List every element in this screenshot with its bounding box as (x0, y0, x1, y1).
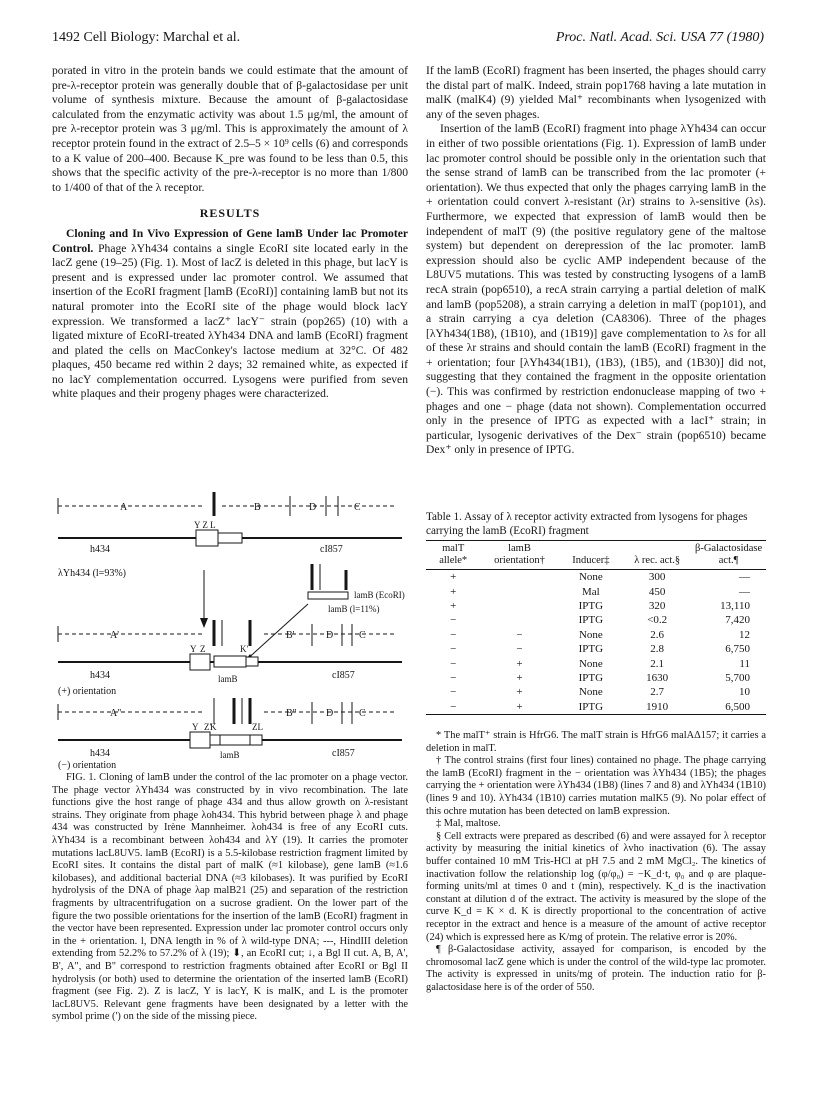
table-cell: 300 (648, 571, 666, 584)
table-body (426, 570, 766, 715)
table-cell: − (450, 614, 457, 627)
fragment-a1-label: A' (110, 630, 120, 641)
k-prime-label: K' (240, 644, 249, 654)
table-cell: None (578, 628, 603, 641)
table-cell: IPTG (578, 599, 604, 612)
table-caption (426, 510, 766, 538)
table-cell: 2.1 (650, 657, 665, 670)
table-cell: − (450, 628, 457, 641)
z-prime-label: Z' (204, 722, 212, 732)
table-row (426, 628, 766, 642)
table-row (426, 613, 766, 627)
paragraph-intro: porated in vitro in the protein bands we could estimate that the amount of pre-λ-receptor protein was generally double that of β-galactosidase per unit volume of synthesis mixture. Because the amount of β-galactosidase calculated from the enzymatic activity was about 1.5 μg/ml, the amount of pre λ-receptor protein was 3 μg/ml. This is approximately the amount of λ receptor protein found in the extract of 2.5–5 × 10⁹ cells (6) and corresponds to a K value of 200–400. Because K_pre was found to be less than 0.5, this shows that the specific activity of the pre-λ-receptor is no more than 1/800 to 1/400 of that of the λ receptor. (52, 64, 408, 194)
table-cell: — (739, 571, 750, 584)
table-cell: − (450, 671, 457, 684)
table-cell: + (516, 671, 523, 684)
table-cell: IPTG (578, 614, 604, 627)
table-cell: 2.6 (650, 628, 665, 641)
table-cell (480, 613, 558, 627)
table-cell (480, 584, 558, 598)
table-row (426, 584, 766, 598)
table-cell: — (739, 585, 750, 598)
table-cell: 2.8 (650, 643, 665, 656)
table-cell: − (450, 686, 457, 699)
ci857-label: cI857 (320, 544, 343, 555)
fragment-b1-label: B' (286, 630, 295, 641)
h434-label-3: h434 (90, 748, 110, 759)
footnote-5: ¶ β-Galactosidase activity, assayed for comparison, is encoded by the chromosomal lacZ gene which is under the control of the wild-type lac promoter. The activity is expressed in units/mg of protein. The induction ratio for β-galactosidase here is of the order of 550. (426, 944, 766, 993)
footnote-4: § Cell extracts were prepared as described (6) and were assayed for λ receptor activity by measuring the initial kinetics of λvho inactivation (6). The assay buffer contained 10 mM Tris-HCl at pH 7.5 and 2 mM MgCl₂. The kinetics of inactivation follow the relationship log (φ/φ₀) = −K_d·t, φ₀ and φ are plaque-forming units/ml at times 0 and t (min), respectively. K_d is the inactivation constant at dilution d of the extract. The activity is measured by the slope of the curve K_d = K × d. K is directly proportional to the concentration of active receptor in the extract and hence is a measure of the amount of active receptor (24) which is expressed here as K/mg of protein. The relative error is 20%. (426, 830, 766, 943)
fragment-b-label: B (254, 502, 261, 513)
table-cell: None (578, 571, 603, 584)
footnote-3: ‡ Mal, maltose. (436, 818, 501, 830)
col-header-malt: malT allele* (439, 543, 468, 566)
y-label-2: Y (192, 722, 199, 732)
table-cell: + (450, 585, 457, 598)
z-label: Z (200, 644, 206, 654)
table-cell: 320 (648, 599, 666, 612)
table-cell: − (516, 643, 523, 656)
yzl-label: Y Z L (194, 520, 216, 530)
table-row (426, 599, 766, 613)
table-cell: − (450, 657, 457, 670)
table-cell: IPTG (578, 671, 604, 684)
table-cell: + (450, 571, 457, 584)
table-row (426, 685, 766, 699)
figure-caption-label: FIG. 1. (66, 772, 97, 783)
figure-caption-text: Cloning of lamB under the control of the lac promoter on a phage vector. The phage vector λYh434 was constructed by in vivo recombination. The late functions give the host range of phage 434 and thus allow growth on λ-resistant strains. They originate from phage λoh434. This hybrid between phage λ and phage 434 was constructed by Irène Mannheimer. λoh434 is free of any EcoRI cuts. λYh434 is a recombinant between λoh434 and λY (19). It carries the promoter mutations lacL8UV5. lamB (EcoRI) is a 5.5-kilobase restriction fragment limited by EcoRI sites. It contains the distal part of malK (≈1 kilobase), gene lamB (≈1.6 kilobases), and additional bacterial DNA (≈3 kilobases). It was purified by EcoRI hydrolysis of the DNA of phage λap malB21 (25) and separation of the restriction fragments by ultracentrifugation on a sucrose gradient. On the lower part of the figure the two possible orientations for the insertion of the lamB (EcoRI) fragment in the vector have been represented. Expression under lac promoter control occurs only in the + orientation. l, DNA length in % of λ wild-type DNA; ---, HindIII deletion extending from 52.2% to 57.2% of λ (19); ⬇, an EcoRI cut; ↓, a Bgl II cut. A, B, A', B', A", and B" correspond to restriction fragments obtained after EcoRI or Bgl II hydrolysis (or both) used to determine the orientation of the inserted lamB (EcoRI) fragment (see Fig. 2). Z is lacZ, Y is lacY, K is malK, and L is the promoter lacL8UV5. Relevant gene fragments have been designated by a letter with the symbol prime (') on the side of the missing piece. (52, 772, 408, 1023)
table-cell: − (450, 700, 457, 713)
vector-name-label: λYh434 (l=93%) (58, 568, 126, 579)
subsection-title: Cloning and In Vivo Expression of Gene lamB Under lac Promoter Control. (52, 226, 408, 255)
table-cell: <0.2 (647, 614, 668, 627)
table-cell: − (450, 643, 457, 656)
table-cell: 7,420 (725, 614, 750, 627)
table-cell: IPTG (578, 700, 604, 713)
insert-length-label: lamB (l=11%) (328, 604, 380, 614)
fragment-a-label: A (120, 502, 128, 513)
paragraph-results (52, 227, 408, 402)
table-footnotes (426, 730, 766, 994)
table-header (426, 541, 766, 570)
table-cell: 10 (739, 686, 750, 699)
table-cell (480, 599, 558, 613)
fragment-d-label-3: D (326, 708, 334, 719)
minus-orientation-map (58, 698, 402, 770)
zl-label: ZL (252, 722, 263, 732)
lamb-label-plus: lamB (218, 674, 238, 684)
table-cell: − (516, 628, 523, 641)
fragment-c-label: C (354, 502, 361, 513)
col-header-inducer: Inducer‡ (572, 555, 610, 566)
y-label: Y (190, 644, 197, 654)
fragment-d-label-2: D (326, 630, 334, 641)
h434-label: h434 (90, 544, 110, 555)
table-cell: 1910 (646, 700, 669, 713)
k-label: K (210, 722, 217, 732)
table-cell: 6,750 (725, 643, 750, 656)
running-header (52, 30, 764, 48)
footnote-1: * The malT⁺ strain is HfrG6. The malT strain is HfrG6 malAΔ157; it carries a deletion in malT. (426, 730, 766, 754)
table-cell: 2.7 (650, 686, 665, 699)
paragraph-malk: If the lamB (EcoRI) fragment has been inserted, the phages should carry the distal part of malK. Indeed, strain pop1768 having a late mutation in malK (malK4) (9) yielded Mal⁺ recombinants when lysogenized with any of the seven phages. (426, 64, 766, 121)
table-row (426, 656, 766, 670)
fragment-b2-label: B" (286, 708, 297, 719)
table-cell: 6,500 (725, 700, 750, 713)
h434-label-2: h434 (90, 670, 110, 681)
section-title: RESULTS (199, 206, 261, 221)
table-cell: 450 (648, 585, 666, 598)
fragment-c-label-2: C (359, 630, 366, 641)
table-cell: + (516, 700, 523, 713)
lamb-label-minus: lamB (220, 750, 240, 760)
paragraph-results-text: Phage λYh434 contains a single EcoRI site located early in the lacZ gene (19–25) (Fig. 1). Most of lacZ is deleted in this phage, but lacY is present and is expressed under lac promoter control. We assumed that insertion of the EcoRI fragment [lamB (EcoRI)] containing lamB but not its natural promoter into the EcoRI site of the phage would block lacY expression. We transformed a lacZ⁺ lacY⁻ strain (pop265) (10) with a ligated mixture of EcoRI-treated λYh434 DNA and lamB (EcoRI) fragment and plated the cells on MacConkey's lactose medium at 32°C. Of 482 plaques, 450 became red within 2 days; 32 remained white, as expected if no lacY complementation occurred. Lysogens were purified from seven white plaques and their progeny phages were characterized. (52, 241, 408, 401)
col-header-lamb: lamB orientation† (494, 543, 545, 566)
header-right: Proc. Natl. Acad. Sci. USA 77 (1980) (555, 30, 764, 45)
right-column (426, 64, 766, 458)
header-left: 1492 Cell Biology: Marchal et al. (52, 30, 241, 45)
table-cell: None (578, 657, 603, 670)
table-caption-label: Table 1. (426, 511, 462, 523)
figure-caption (52, 772, 408, 1024)
table-row (426, 642, 766, 656)
figure-1-diagram (54, 486, 410, 770)
insert-fragment (244, 564, 405, 662)
table-1 (426, 540, 766, 715)
vector-map (58, 492, 402, 555)
minus-orientation-label: (−) orientation (58, 760, 117, 770)
table-cell: 11 (739, 657, 750, 670)
table-cell (480, 570, 558, 585)
table-row (426, 570, 766, 585)
table-cell: 1630 (646, 671, 669, 684)
table-cell: IPTG (578, 643, 604, 656)
paragraph-orientation: Insertion of the lamB (EcoRI) fragment into phage λYh434 can occur in either of two possible orientations (Fig. 1). Expression of lamB under lac promoter control should be possible only in the orientation such that the sense strand of lamB can be transcribed from the lac promoter (+ orientation). We thus expected that only the phages carrying lamB in the + orientation could convert λ-resistant (λr) strains to λ-sensitive (λs). Furthermore, we expected that expression of lamB would then be independent of malT (9) (the positive regulatory gene of the maltose system) but dependent on derepression of the lac promoter. lamB expression should also be cyclic AMP independent because of the L8UV5 mutations. This was tested by constructing lysogens of a lamB recA strain (pop6510), a recA strain carrying a partial deletion of malK and lamB (pop5208), a strain carrying a deletion in malT (pop101), and a strain carrying a cya deletion (CA8306). Three of the phages [λYh434(1B8), (1B10), and (1B19)] gave complementation to λs for all of these λr strains and should contain the lamB (EcoRI) fragment in the + orientation; four [λYh434(1B1), (1B3), (1B5), and (1B30)] did not, suggesting that they contained the fragment in the opposite orientation (−). This was confirmed by restriction endonuclease mapping of two + phages and one − phage (data not shown). Complementation occurred only in the presence of IPTG as expected with a lacI⁺ strain; in particular, lysogenic derivatives of the Dex⁻ strain (pop6510) became Dex⁺ only in presence of IPTG. (426, 122, 766, 457)
insert-name-label: lamB (EcoRI) (354, 590, 405, 600)
col-header-lambda-rec: λ rec. act.§ (634, 555, 681, 566)
table-row (426, 671, 766, 685)
table-cell: 13,110 (720, 599, 750, 612)
ci857-label-3: cI857 (332, 748, 355, 759)
table-cell: + (516, 657, 523, 670)
fragment-d-label: D (309, 502, 317, 513)
table-caption-text: Assay of λ receptor activity extracted from lysogens for phages carrying the lamB (EcoRI) fragment (426, 511, 748, 537)
plus-orientation-label: (+) orientation (58, 686, 117, 697)
ci857-label-2: cI857 (332, 670, 355, 681)
footnote-2: † The control strains (first four lines) contained no phage. The phage carrying the lamB (EcoRI) fragment in the − orientation was λYh434 (1B5); the phages carrying the + orientation were λYh434 (1B8) (lines 7 and 8) and λYh434 (1B10) (lines 9 and 10). λYh434 (1B10) carries mutation malK5 (9). No polar effect of this ochre mutation has been detected on lamB expression. (426, 755, 766, 817)
left-column (52, 64, 408, 402)
table-cell: Mal (582, 585, 600, 598)
table-cell: + (450, 599, 457, 612)
table-row (426, 700, 766, 715)
fragment-a2-label: A" (110, 708, 122, 719)
plus-orientation-map (58, 620, 402, 697)
fragment-c-label-3: C (359, 708, 366, 719)
col-header-beta-gal: β-Galactosidase act.¶ (695, 543, 763, 566)
table-cell: None (578, 686, 603, 699)
table-cell: + (516, 686, 523, 699)
table-cell: 5,700 (725, 671, 750, 684)
table-cell: 12 (739, 628, 750, 641)
